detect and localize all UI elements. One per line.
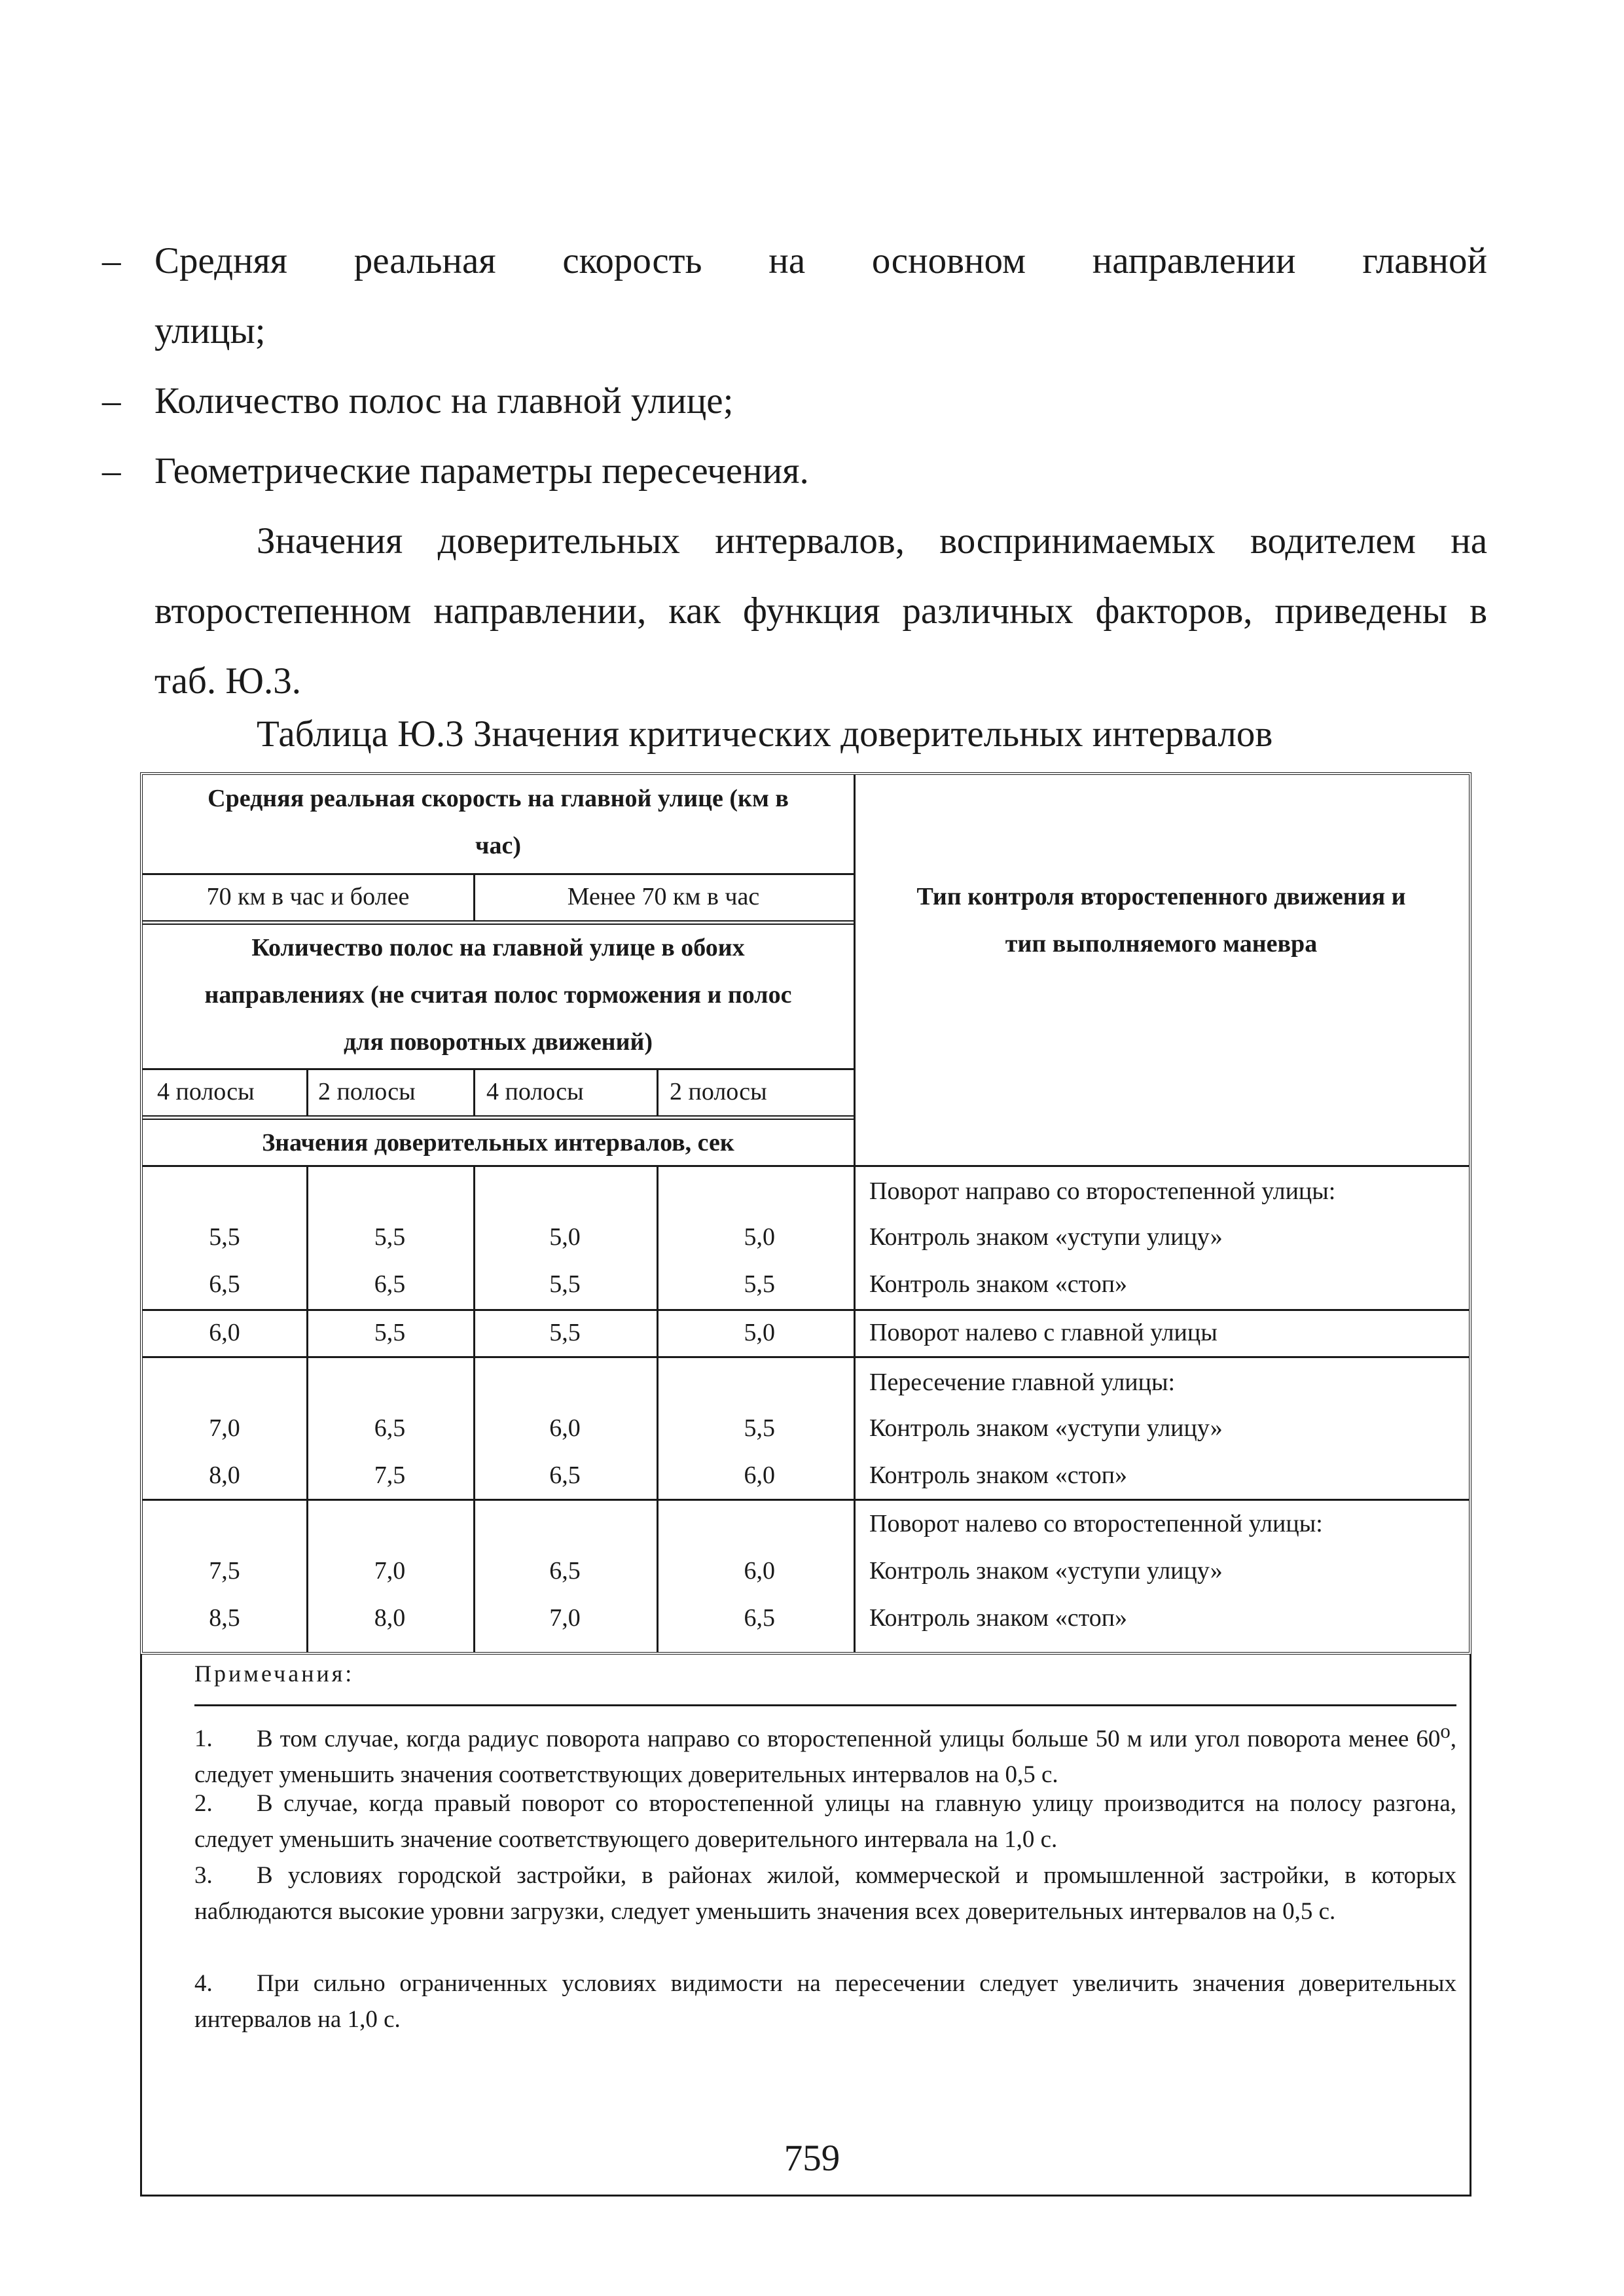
value-cell: 6,5 [374,1270,406,1298]
row-label: Контроль знаком «уступи улицу» [869,1414,1223,1442]
value-cell: 6,0 [549,1414,581,1442]
speed-header-line: час) [475,832,521,859]
values-header: Значения доверительных интервалов, сек [262,1129,734,1157]
note-number: 1. [194,1725,213,1753]
value-cell: 7,5 [209,1557,240,1585]
lanes-cell: 4 полосы [486,1078,584,1105]
speed-high-header: 70 км в час и более [206,883,410,910]
paragraph-line: Значения доверительных интервалов, воспринимаемых водителем на [257,520,1487,562]
value-cell: 5,5 [744,1270,775,1298]
bullet-text-continuation: улицы; [154,310,266,351]
value-cell: 5,0 [744,1319,775,1346]
bullet-text: Количество полос на главной улице; [154,380,734,422]
type-header-line: Тип контроля второстепенного движения и [916,883,1406,910]
value-cell: 7,0 [209,1414,240,1442]
table-caption: Таблица Ю.3 Значения критических доверительных интервалов [257,713,1273,755]
value-cell: 6,0 [744,1462,775,1489]
notes-title: Примечания: [194,1660,355,1687]
row-label: Контроль знаком «стоп» [869,1604,1128,1632]
paragraph-line: второстепенном направлении, как функция различных факторов, приведены в [154,590,1487,632]
value-cell: 5,5 [374,1223,406,1251]
notes-box [140,1655,1471,2197]
grid-line [143,1165,1469,1167]
type-header-line: тип выполняемого маневра [1005,930,1318,958]
value-cell: 5,0 [744,1223,775,1251]
value-cell: 6,5 [549,1462,581,1489]
bullet-dash: – [102,380,121,422]
speed-low-header: Менее 70 км в час [567,883,760,910]
note-superscript: о [1440,1720,1451,1742]
row-label: Контроль знаком «уступи улицу» [869,1557,1223,1585]
note-text: В случае, когда правый поворот со второстепенной улицы на главную улицу производится на полосу разгона, следует уменьшить значение соответствующего доверительного интервала на 1,0 с. [194,1790,1456,1853]
value-cell: 5,0 [549,1223,581,1251]
group-title: Поворот направо со второстепенной улицы: [869,1177,1336,1205]
value-cell: 8,0 [374,1604,406,1632]
speed-header-line: Средняя реальная скорость на главной улице (км в [208,785,789,812]
note-text-tail: , следует уменьшить значения соответствующих доверительных интервалов на 0,5 с. [194,1725,1456,1789]
value-cell: 7,5 [374,1462,406,1489]
note-text: В условиях городской застройки, в районах жилой, коммерческой и промышленной застройки, в которых наблюдаются высокие уровни загрузки, следует уменьшить значения всех доверительных интервалов на 0,5 с. [194,1862,1456,1925]
notes-divider [194,1704,1456,1706]
value-cell: 5,5 [549,1270,581,1298]
lanes-cell: 2 полосы [318,1078,416,1105]
row-label: Контроль знаком «стоп» [869,1270,1128,1298]
lanes-header-line: для поворотных движений) [343,1028,653,1056]
value-cell: 8,0 [209,1462,240,1489]
note-item [194,1785,1456,1857]
bullet-dash: – [102,450,121,492]
lanes-cell: 2 полосы [670,1078,767,1105]
grid-line [473,873,475,920]
lanes-header-line: Количество полос на главной улице в обоих [251,934,745,961]
bullet-text: Геометрические параметры пересечения. [154,450,809,492]
group-title: Пересечение главной улицы: [869,1369,1176,1396]
lanes-header-line: направлениях (не считая полос торможения и полос [204,981,792,1009]
value-cell: 7,0 [549,1604,581,1632]
note-number: 4. [194,1970,213,1997]
grid-line [143,1356,1469,1358]
value-cell: 5,5 [744,1414,775,1442]
value-cell: 7,0 [374,1557,406,1585]
row-label: Поворот налево с главной улицы [869,1319,1218,1346]
note-item [194,1857,1456,1929]
grid-line [306,1068,308,1115]
note-text: При сильно ограниченных условиях видимости на пересечении следует увеличить значения доверительных интервалов на 1,0 с. [194,1970,1456,2033]
note-number: 2. [194,1790,213,1817]
value-cell: 6,5 [374,1414,406,1442]
type-header [854,873,1469,978]
grid-line [473,1068,475,1115]
bullet-dash: – [102,240,121,281]
value-cell: 5,5 [549,1319,581,1346]
note-item [194,1713,1456,1793]
value-cell: 5,5 [209,1223,240,1251]
speed-header [143,775,854,873]
note-number: 3. [194,1862,213,1889]
value-cell: 6,5 [744,1604,775,1632]
note-item [194,1965,1456,2037]
note-text: В том случае, когда радиус поворота направо со второстепенной улицы больше 50 м или угол поворота менее 60 [257,1725,1441,1753]
value-cell: 8,5 [209,1604,240,1632]
intervals-table [140,772,1471,1655]
value-cell: 6,0 [209,1319,240,1346]
value-cell: 5,5 [374,1319,406,1346]
lanes-header [143,924,854,1068]
value-cell: 6,5 [209,1270,240,1298]
row-label: Контроль знаком «уступи улицу» [869,1223,1223,1251]
bullet-text: Средняя реальная скорость на основном направлении главной [154,240,1487,281]
value-cell: 6,5 [549,1557,581,1585]
row-label: Контроль знаком «стоп» [869,1462,1128,1489]
value-cell: 6,0 [744,1557,775,1585]
grid-line [657,1068,659,1115]
paragraph-line: таб. Ю.3. [154,660,301,702]
lanes-cell: 4 полосы [157,1078,255,1105]
group-title: Поворот налево со второстепенной улицы: [869,1510,1323,1537]
page-number: 759 [784,2138,840,2179]
